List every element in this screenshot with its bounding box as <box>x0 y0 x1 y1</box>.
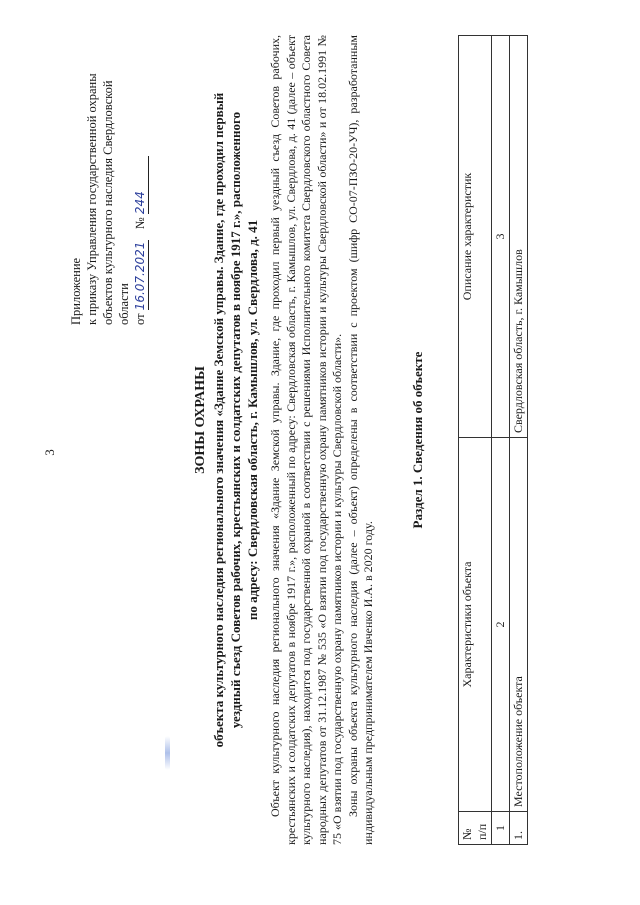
table-index-row <box>492 36 510 845</box>
section-title: Раздел 1. Сведения об объекте <box>410 351 425 529</box>
blue-mark <box>165 736 170 770</box>
appendix-line-2: к приказу Управления государственной охраны <box>85 73 99 325</box>
index-cell: 3 <box>492 36 510 438</box>
appendix-date-line <box>132 25 149 325</box>
table-row <box>510 36 528 845</box>
table-header-row <box>459 36 492 845</box>
object-info-table <box>458 35 528 845</box>
paragraph-2: Зоны охраны объекта культурного наследия (далее – объект) определены в соответствии с проектом (шифр СО-07-ПЗО-20-УЧ), разработанным индивидуальным предпринимателем Ивченко И.А. в 2020 году. <box>345 35 375 845</box>
index-cell: 2 <box>492 438 510 812</box>
body-text <box>268 35 377 845</box>
header-number: № п/п <box>459 812 492 845</box>
handwritten-date: 16.07.2021 <box>133 241 147 311</box>
heading-line-1: объекта культурного наследия регионального значения «Здание Земской управы. Здание, где проходил первый <box>211 92 226 748</box>
number-label: № <box>133 217 147 230</box>
handwritten-number: 244 <box>133 191 147 215</box>
document-heading <box>192 40 261 800</box>
header-description: Описание характеристик <box>459 36 492 438</box>
page-number: 3 <box>42 449 57 456</box>
appendix-block <box>68 25 149 325</box>
row-characteristic: Местоположение объекта <box>510 438 528 812</box>
appendix-line-1: Приложение <box>69 257 83 325</box>
index-cell: 1 <box>492 812 510 845</box>
paragraph-1: Объект культурного наследия регионального значения «Здание Земской управы. Здание, где проходил первый уездный съезд Советов рабочих, крестьянских и солдатских депутатов в ноябре 1917 г.», расположенный по адресу: Свердловская область, г. Камышлов, ул. Свердлова, д. 41 (далее – объект культурного наследия), находится под государственной охраной в соответствии с решениями Исполнительного комитета Свердловского областного Совета народных депутатов от 31.12.1987 № 535 «О взятии под государственную охрану памятников истории и культуры Свердловской области» и от 18.02.1991 № 75 «О взятии под государственную охрану памятников истории и культуры Свердловской области». <box>268 35 344 845</box>
date-prefix: от <box>133 313 147 325</box>
heading-line-3: по адресу: Свердловская область, г. Камышлов, ул. Свердлова, д. 41 <box>245 219 260 621</box>
appendix-line-3: объектов культурного наследия Свердловской <box>101 80 115 325</box>
appendix-line-4: области <box>117 283 131 325</box>
heading-line-2: уездный съезд Советов рабочих, крестьянских и солдатских депутатов в ноябре 1917 г.», расположенного <box>228 111 243 729</box>
row-number: 1. <box>510 812 528 845</box>
header-characteristics: Характеристики объекта <box>459 438 492 812</box>
heading-title: ЗОНЫ ОХРАНЫ <box>193 366 208 474</box>
row-description: Свердловская область, г. Камышлов <box>510 36 528 438</box>
